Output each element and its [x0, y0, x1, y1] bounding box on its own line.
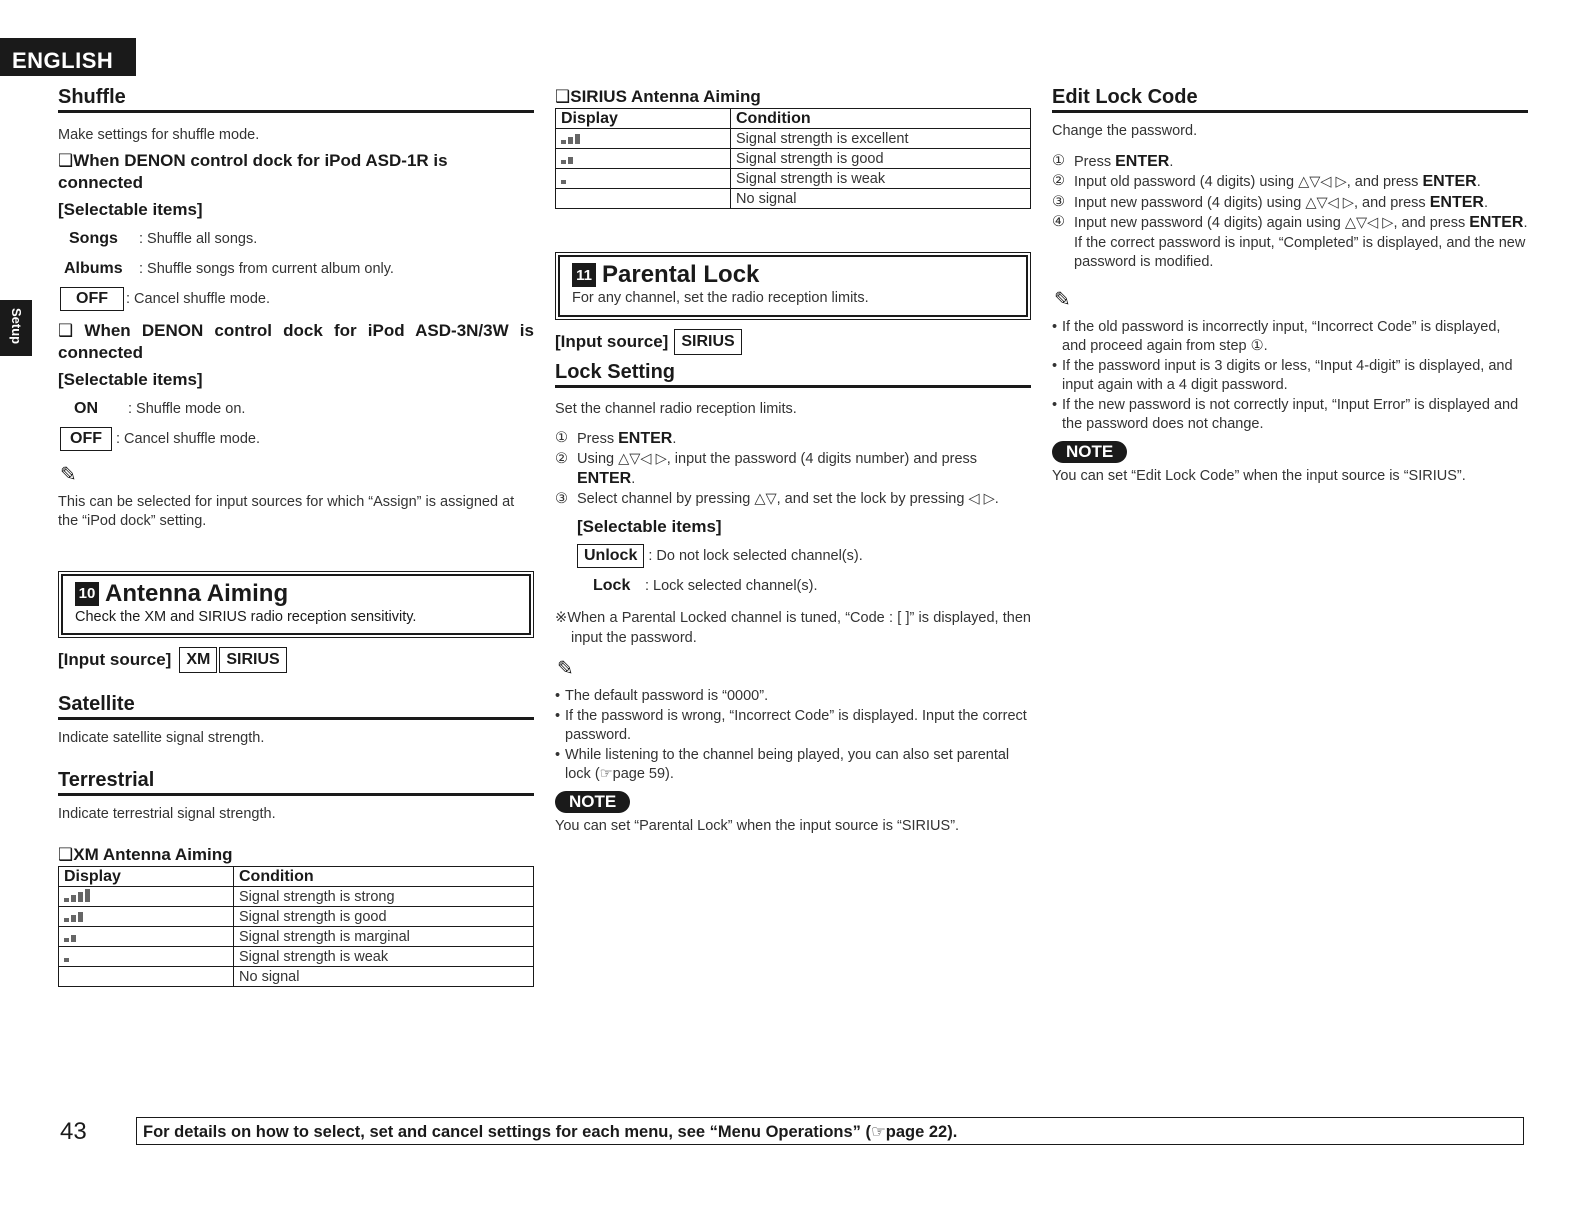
- parental-input-source: [555, 329, 1031, 355]
- item-desc: : Shuffle all songs.: [139, 230, 258, 247]
- bullet-text: If the new password is not correctly input, “Input Error” is displayed and the password does not change.: [1062, 396, 1519, 432]
- step-text: Input old password (4 digits) using △▽◁ ▷, and press: [1074, 174, 1423, 190]
- note-badge: NOTE: [1052, 441, 1127, 463]
- sirius-antenna-aiming-heading: ❑SIRIUS Antenna Aiming: [555, 87, 761, 106]
- item-desc: : Shuffle songs from current album only.: [139, 260, 394, 277]
- signal-bars-icon: [561, 170, 566, 184]
- source-xm: XM: [179, 647, 217, 673]
- parental-lock-title: [572, 261, 1014, 289]
- terrestrial-desc: Indicate terrestrial signal strength.: [58, 805, 276, 822]
- bullet-dot: •: [555, 707, 561, 724]
- signal-bars-icon: [561, 150, 573, 164]
- signal-bar: [575, 134, 580, 144]
- lock-step-3: [555, 490, 1031, 510]
- enter-key: ENTER: [1429, 193, 1484, 211]
- signal-bar: [71, 895, 76, 902]
- item-desc: : Shuffle mode on.: [128, 400, 246, 417]
- selectable-items-label: [Selectable items]: [58, 199, 203, 219]
- bar-cell: [59, 947, 234, 967]
- enter-key: ENTER: [1115, 152, 1170, 170]
- bullet-text: If the password is wrong, “Incorrect Code” is displayed. Input the correct password.: [565, 707, 1027, 743]
- table-row: [59, 907, 534, 927]
- step-number: ①: [1052, 152, 1065, 169]
- signal-bars-icon: [64, 888, 90, 902]
- source-sirius: SIRIUS: [674, 329, 741, 355]
- shuffle-memo: This can be selected for input sources for which “Assign” is assigned at the “iPod dock” setting.: [58, 493, 515, 529]
- step-text: Input new password (4 digits) using △▽◁ ▷, and press: [1074, 194, 1430, 211]
- lock-step-2: [555, 450, 1031, 490]
- condition-cell: Signal strength is good: [731, 149, 1031, 169]
- memo-pencil-icon: ✎: [60, 463, 77, 486]
- table-row: [556, 149, 1031, 169]
- asd1r-subheading: ❑When DENON control dock for iPod ASD-1R is connected: [58, 150, 448, 192]
- bar-cell: [556, 189, 731, 209]
- signal-bar: [64, 938, 69, 942]
- item-albums: [58, 254, 534, 284]
- source-sirius: SIRIUS: [219, 647, 286, 673]
- page-number: 43: [60, 1118, 87, 1145]
- step-number: ②: [555, 450, 568, 467]
- item-on: [58, 394, 534, 424]
- input-source-label: [Input source]: [555, 331, 669, 351]
- bullet-dot: •: [1052, 357, 1058, 374]
- signal-bar: [85, 889, 90, 902]
- condition-cell: Signal strength is weak: [731, 169, 1031, 189]
- bullet-text: If the old password is incorrectly input, “Incorrect Code” is displayed, and proceed again from step ①.: [1062, 318, 1501, 354]
- table-row: [59, 967, 534, 987]
- terrestrial-heading: Terrestrial: [58, 769, 534, 796]
- bullet-dot: •: [555, 688, 561, 704]
- lock-bullet: [555, 707, 1031, 746]
- setup-side-tab: [0, 300, 32, 356]
- header-display: Display: [59, 867, 234, 887]
- column-right: [1052, 86, 1528, 486]
- item-key: Lock: [593, 577, 631, 594]
- step-number: ④: [1052, 214, 1065, 230]
- bar-cell: [59, 967, 234, 987]
- item-key-boxed: OFF: [60, 287, 124, 311]
- header-display: Display: [556, 109, 731, 129]
- parental-note-text: You can set “Parental Lock” when the input source is “SIRIUS”.: [555, 817, 960, 834]
- input-source-label: [Input source]: [58, 650, 172, 669]
- step-text-end: . If the correct password is input, “Completed” is displayed, and the new password is modified.: [1074, 215, 1528, 270]
- xm-signal-table: [58, 866, 534, 987]
- bar-cell: [556, 149, 731, 169]
- table-row: [556, 189, 1031, 209]
- side-index-decoration: [2, 360, 16, 830]
- satellite-heading: Satellite: [58, 693, 534, 720]
- item-desc: : Do not lock selected channel(s).: [648, 548, 863, 564]
- item-songs: [58, 224, 534, 254]
- item-key: Albums: [64, 259, 123, 277]
- enter-key: ENTER: [577, 470, 632, 487]
- section-number-badge: 10: [75, 582, 99, 606]
- item-off: [58, 284, 534, 314]
- lock-bullet: [555, 687, 1031, 707]
- edit-step-1: [1052, 152, 1528, 173]
- parental-lock-desc: For any channel, set the radio reception limits.: [572, 290, 869, 306]
- signal-bar: [78, 892, 83, 902]
- item-key: Songs: [69, 229, 118, 247]
- item-key: ON: [74, 399, 98, 417]
- item-desc: : Cancel shuffle mode.: [116, 430, 261, 447]
- edit-lock-code-desc: Change the password.: [1052, 123, 1198, 139]
- edit-bullet: [1052, 357, 1528, 396]
- edit-step-4: [1052, 213, 1528, 273]
- column-middle: [555, 86, 1031, 836]
- item-lock: [555, 571, 1031, 601]
- signal-bar: [568, 137, 573, 144]
- step-text-end: .: [631, 471, 636, 487]
- item-desc: : Lock selected channel(s).: [645, 578, 818, 594]
- shuffle-desc: Make settings for shuffle mode.: [58, 127, 260, 143]
- bullet-text: If the password input is 3 digits or less, “Input 4-digit” is displayed, and input again with a 4 digit password.: [1062, 357, 1513, 393]
- table-row: [556, 129, 1031, 149]
- edit-note-text: You can set “Edit Lock Code” when the input source is “SIRIUS”.: [1052, 467, 1466, 484]
- asd3n-subheading: ❑ When DENON control dock for iPod ASD-3N/3W is connected: [58, 320, 534, 362]
- parental-locked-note: ※When a Parental Locked channel is tuned, “Code : [ ]” is displayed, then input the password.: [555, 610, 1031, 646]
- step-text-end: .: [1169, 153, 1174, 170]
- table-header-row: [556, 109, 1031, 129]
- edit-bullet: [1052, 318, 1528, 357]
- bullet-text: The default password is “0000”.: [565, 688, 769, 704]
- signal-bar: [71, 935, 76, 942]
- step-number: ③: [555, 490, 568, 507]
- item-off: [58, 424, 534, 454]
- condition-cell: Signal strength is excellent: [731, 129, 1031, 149]
- enter-key: ENTER: [1422, 173, 1477, 190]
- lock-setting-desc: Set the channel radio reception limits.: [555, 400, 797, 417]
- antenna-aiming-title: [75, 580, 517, 608]
- bullet-dot: •: [555, 746, 561, 763]
- side-tab-label: Setup: [9, 308, 24, 345]
- condition-cell: Signal strength is strong: [234, 887, 534, 907]
- parental-lock-box: [558, 255, 1028, 317]
- step-text: Input new password (4 digits) again using △▽◁ ▷, and press: [1074, 215, 1470, 231]
- condition-cell: Signal strength is marginal: [234, 927, 534, 947]
- table-row: [59, 887, 534, 907]
- step-number: ②: [1052, 173, 1065, 189]
- bar-cell: [59, 887, 234, 907]
- bar-cell: [59, 907, 234, 927]
- signal-bars-icon: [64, 928, 76, 942]
- lock-bullet: [555, 746, 1031, 785]
- condition-cell: Signal strength is weak: [234, 947, 534, 967]
- shuffle-heading: Shuffle: [58, 86, 534, 113]
- bullet-dot: •: [1052, 318, 1058, 335]
- table-header-row: [59, 867, 534, 887]
- header-condition: Condition: [234, 867, 534, 887]
- selectable-items-label: [Selectable items]: [58, 369, 203, 389]
- signal-bar: [78, 912, 83, 922]
- xm-antenna-aiming-heading: ❑XM Antenna Aiming: [58, 845, 233, 864]
- edit-step-2: [1052, 172, 1528, 193]
- condition-cell: No signal: [234, 967, 534, 987]
- signal-bar: [561, 140, 566, 144]
- step-text: Press: [577, 431, 619, 447]
- step-text-end: .: [1476, 174, 1481, 190]
- bar-cell: [556, 169, 731, 189]
- item-key-boxed: OFF: [60, 427, 112, 451]
- lock-step-1: [555, 429, 1031, 450]
- bullet-text: While listening to the channel being played, you can also set parental lock (☞page 59).: [565, 746, 1010, 782]
- footer-reference: For details on how to select, set and cancel settings for each menu, see “Menu Operations” (☞page 22).: [136, 1117, 1524, 1145]
- condition-cell: No signal: [731, 189, 1031, 209]
- enter-key: ENTER: [1469, 214, 1524, 231]
- step-text: Select channel by pressing △▽, and set the lock by pressing ◁ ▷.: [577, 490, 999, 507]
- item-key-boxed: Unlock: [577, 544, 644, 568]
- antenna-aiming-title-text: Antenna Aiming: [105, 579, 289, 607]
- table-row: [556, 169, 1031, 189]
- header-condition: Condition: [731, 109, 1031, 129]
- edit-bullet: [1052, 396, 1528, 435]
- edit-step-3: [1052, 193, 1528, 214]
- satellite-desc: Indicate satellite signal strength.: [58, 730, 265, 746]
- signal-bar: [64, 898, 69, 902]
- signal-bars-icon: [561, 130, 580, 144]
- bar-cell: [59, 927, 234, 947]
- signal-bar: [64, 918, 69, 922]
- step-text-end: .: [672, 431, 677, 447]
- step-text-end: .: [1483, 194, 1488, 211]
- signal-bar: [71, 915, 76, 922]
- bullet-dot: •: [1052, 396, 1058, 413]
- table-row: [59, 927, 534, 947]
- bar-cell: [556, 129, 731, 149]
- condition-cell: Signal strength is good: [234, 907, 534, 927]
- signal-bar: [561, 180, 566, 184]
- antenna-aiming-desc: Check the XM and SIRIUS radio reception sensitivity.: [75, 608, 417, 625]
- signal-bar: [561, 160, 566, 164]
- item-unlock: [555, 541, 1031, 571]
- step-number: ③: [1052, 193, 1065, 210]
- sirius-signal-table: [555, 108, 1031, 209]
- step-number: ①: [555, 430, 568, 446]
- signal-bar: [568, 157, 573, 164]
- edit-lock-code-heading: Edit Lock Code: [1052, 86, 1528, 113]
- item-desc: : Cancel shuffle mode.: [126, 290, 271, 307]
- parental-lock-title-text: Parental Lock: [602, 261, 760, 288]
- memo-pencil-icon: ✎: [1054, 288, 1071, 311]
- signal-bars-icon: [64, 908, 83, 922]
- note-badge: NOTE: [555, 791, 630, 813]
- language-tab: ENGLISH: [0, 38, 136, 76]
- antenna-input-source: [58, 647, 534, 673]
- step-text: Using △▽◁ ▷, input the password (4 digits number) and press: [577, 450, 978, 467]
- table-row: [59, 947, 534, 967]
- signal-bars-icon: [64, 948, 69, 962]
- antenna-aiming-box: [61, 574, 531, 636]
- memo-pencil-icon: ✎: [557, 658, 574, 680]
- selectable-items-label: [Selectable items]: [577, 517, 722, 536]
- enter-key: ENTER: [618, 430, 673, 447]
- lock-setting-heading: Lock Setting: [555, 361, 1031, 388]
- section-number-badge: 11: [572, 263, 596, 287]
- signal-bar: [64, 958, 69, 962]
- column-left: [58, 86, 534, 987]
- step-text: Press: [1074, 153, 1116, 170]
